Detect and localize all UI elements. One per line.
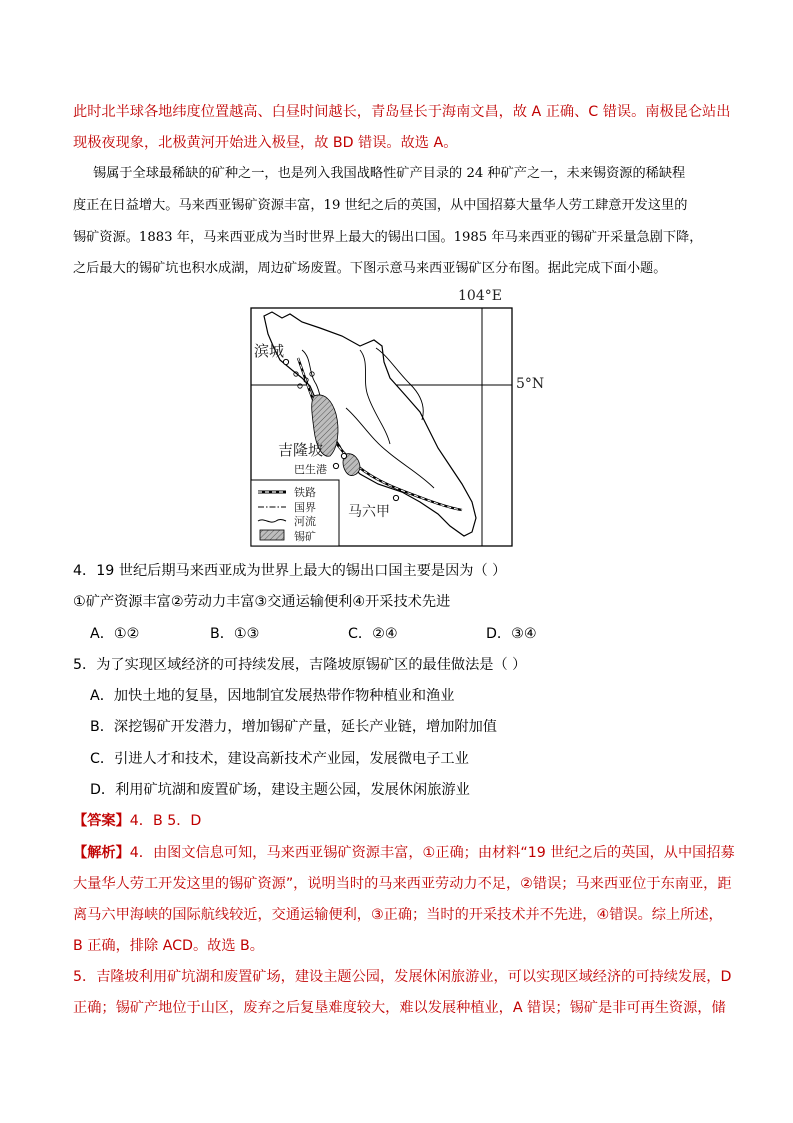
material-line-4: 之后最大的锡矿坑也积水成湖，周边矿场废置。下图示意马来西亚锡矿区分布图。据此完成下面小题。 [73, 261, 667, 276]
analysis-line-3: 离马六甲海峡的国际航线较近，交通运输便利，③正确；当时的开采技术并不先进，④错误。综上所述， [73, 907, 723, 923]
q4-option-d[interactable]: D．③④ [486, 626, 537, 642]
answer-tag: 【答案】 [73, 813, 130, 829]
maliujia-marker [393, 495, 398, 500]
q5-option-d[interactable]: D．利用矿坑湖和废置矿场，建设主题公园，发展休闲旅游业 [90, 782, 470, 798]
q5-option-a[interactable]: A．加快土地的复垦，因地制宜发展热带作物种植业和渔业 [90, 688, 455, 704]
material-line-1: 锡属于全球最稀缺的矿种之一，也是列入我国战略性矿产目录的 24 种矿产之一，未来锡资源的稀缺程 [93, 166, 686, 181]
lon-label: 104°E [458, 288, 502, 304]
analysis-line-5: 5．吉隆坡利用矿坑湖和废置矿场，建设主题公园，发展休闲旅游业，可以实现区域经济的可持续发展，D [73, 969, 732, 985]
analysis-prev-line-2: 现极夜现象，北极黄河开始进入极昼，故 BD 错误。故选 A。 [73, 135, 458, 151]
legend-border-label: 国界 [294, 501, 316, 514]
q5-option-c[interactable]: C．引进人才和技术，建设高新技术产业园，发展微电子工业 [90, 751, 469, 767]
analysis-text-1: 4．由图文信息可知，马来西亚锡矿资源丰富，①正确；由材料“19 世纪之后的英国，从中国招募 [129, 845, 735, 861]
answer-text: 4．B 5．D [129, 813, 202, 829]
tin-dot [298, 384, 302, 388]
legend-railway-label: 铁路 [294, 486, 316, 499]
q4-stem: 4．19 世纪后期马来西亚成为世界上最大的锡出口国主要是因为（ ） [73, 563, 507, 579]
q4-option-b[interactable]: B．①③ [210, 626, 260, 642]
legend-river-label: 河流 [294, 515, 316, 528]
place-basheng: 巴生港 [294, 463, 327, 476]
place-maliujia: 马六甲 [348, 504, 390, 520]
analysis-prev-line-1: 此时北半球各地纬度位置越高、白昼时间越长，青岛昼长于海南文昌，故 A 正确、C 错误。南极昆仑站出 [73, 104, 731, 120]
analysis-line-1 [73, 843, 735, 863]
place-jilongpo: 吉隆坡 [278, 441, 324, 459]
lat-label: 5°N [516, 376, 545, 392]
material-line-2: 度正在日益增大。马来西亚锡矿资源丰富，19 世纪之后的英国，从中国招募大量华人劳工肆意开发这里的 [73, 198, 688, 213]
q4-statements: ①矿产资源丰富②劳动力丰富③交通运输便利④开采技术先进 [73, 594, 451, 610]
q5-option-b[interactable]: B．深挖锡矿开发潜力，增加锡矿产量，延长产业链，增加附加值 [90, 719, 497, 735]
material-line-3: 锡矿资源。1883 年，马来西亚成为当时世界上最大的锡出口国。1985 年马来西亚的锡矿开采量急剧下降， [73, 230, 703, 245]
tin-mine-map [250, 288, 545, 550]
jilongpo-marker [341, 453, 346, 458]
q4-option-a[interactable]: A．①② [90, 626, 140, 642]
answer-line [73, 811, 201, 831]
q5-stem: 5．为了实现区域经济的可持续发展，吉隆坡原锡矿区的最佳做法是（ ） [73, 657, 527, 673]
bincheng-marker [283, 359, 288, 364]
analysis-line-6: 正确；锡矿产地位于山区，废弃之后复垦难度较大，难以发展种植业，A 错误；锡矿是非可再生资源，储 [73, 1000, 726, 1016]
analysis-line-4: B 正确，排除 ACD。故选 B。 [73, 938, 264, 954]
legend-tin-label: 锡矿 [294, 530, 316, 543]
legend-tin-symbol [260, 530, 284, 540]
analysis-line-2: 大量华人劳工开发这里的锡矿资源”，说明当时的马来西亚劳动力不足，②错误；马来西亚位于东南亚，距 [73, 876, 732, 892]
basheng-marker [333, 463, 338, 468]
q4-option-c[interactable]: C．②④ [348, 626, 398, 642]
analysis-tag: 【解析】 [73, 845, 130, 861]
place-bincheng: 滨城 [254, 342, 285, 360]
